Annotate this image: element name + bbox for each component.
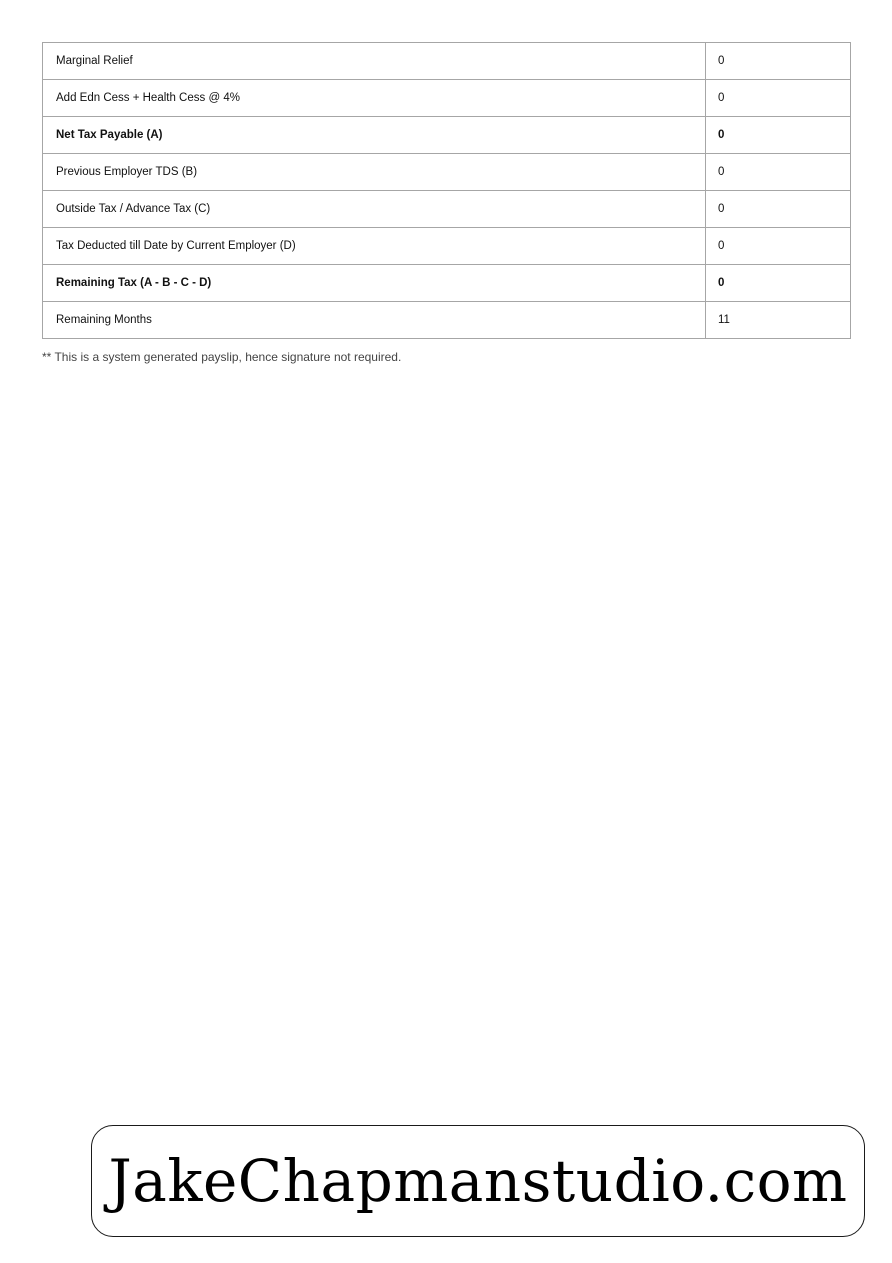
row-value: 0 (706, 154, 851, 191)
table-row-outside-tax (43, 191, 851, 228)
watermark-text: JakeChapmanstudio.com (108, 1147, 848, 1215)
table-row-cess (43, 80, 851, 117)
tax-summary-table (42, 42, 851, 339)
row-label: Tax Deducted till Date by Current Employer (D) (43, 228, 706, 265)
row-value: 0 (706, 265, 851, 302)
row-label: Net Tax Payable (A) (43, 117, 706, 154)
row-value: 0 (706, 80, 851, 117)
row-value: 0 (706, 43, 851, 80)
row-label: Add Edn Cess + Health Cess @ 4% (43, 80, 706, 117)
row-label: Remaining Tax (A - B - C - D) (43, 265, 706, 302)
row-label: Outside Tax / Advance Tax (C) (43, 191, 706, 228)
table-row-remaining-tax (43, 265, 851, 302)
table-row-net-tax-payable (43, 117, 851, 154)
table-row-remaining-months (43, 302, 851, 339)
row-label: Remaining Months (43, 302, 706, 339)
table-row-previous-employer-tds (43, 154, 851, 191)
table-row-marginal-relief (43, 43, 851, 80)
row-value: 0 (706, 117, 851, 154)
row-value: 0 (706, 191, 851, 228)
row-value: 0 (706, 228, 851, 265)
row-label: Marginal Relief (43, 43, 706, 80)
signature-footnote: ** This is a system generated payslip, hence signature not required. (42, 350, 402, 364)
table-row-tax-deducted (43, 228, 851, 265)
row-label: Previous Employer TDS (B) (43, 154, 706, 191)
watermark-banner (91, 1125, 865, 1237)
row-value: 11 (706, 302, 851, 339)
